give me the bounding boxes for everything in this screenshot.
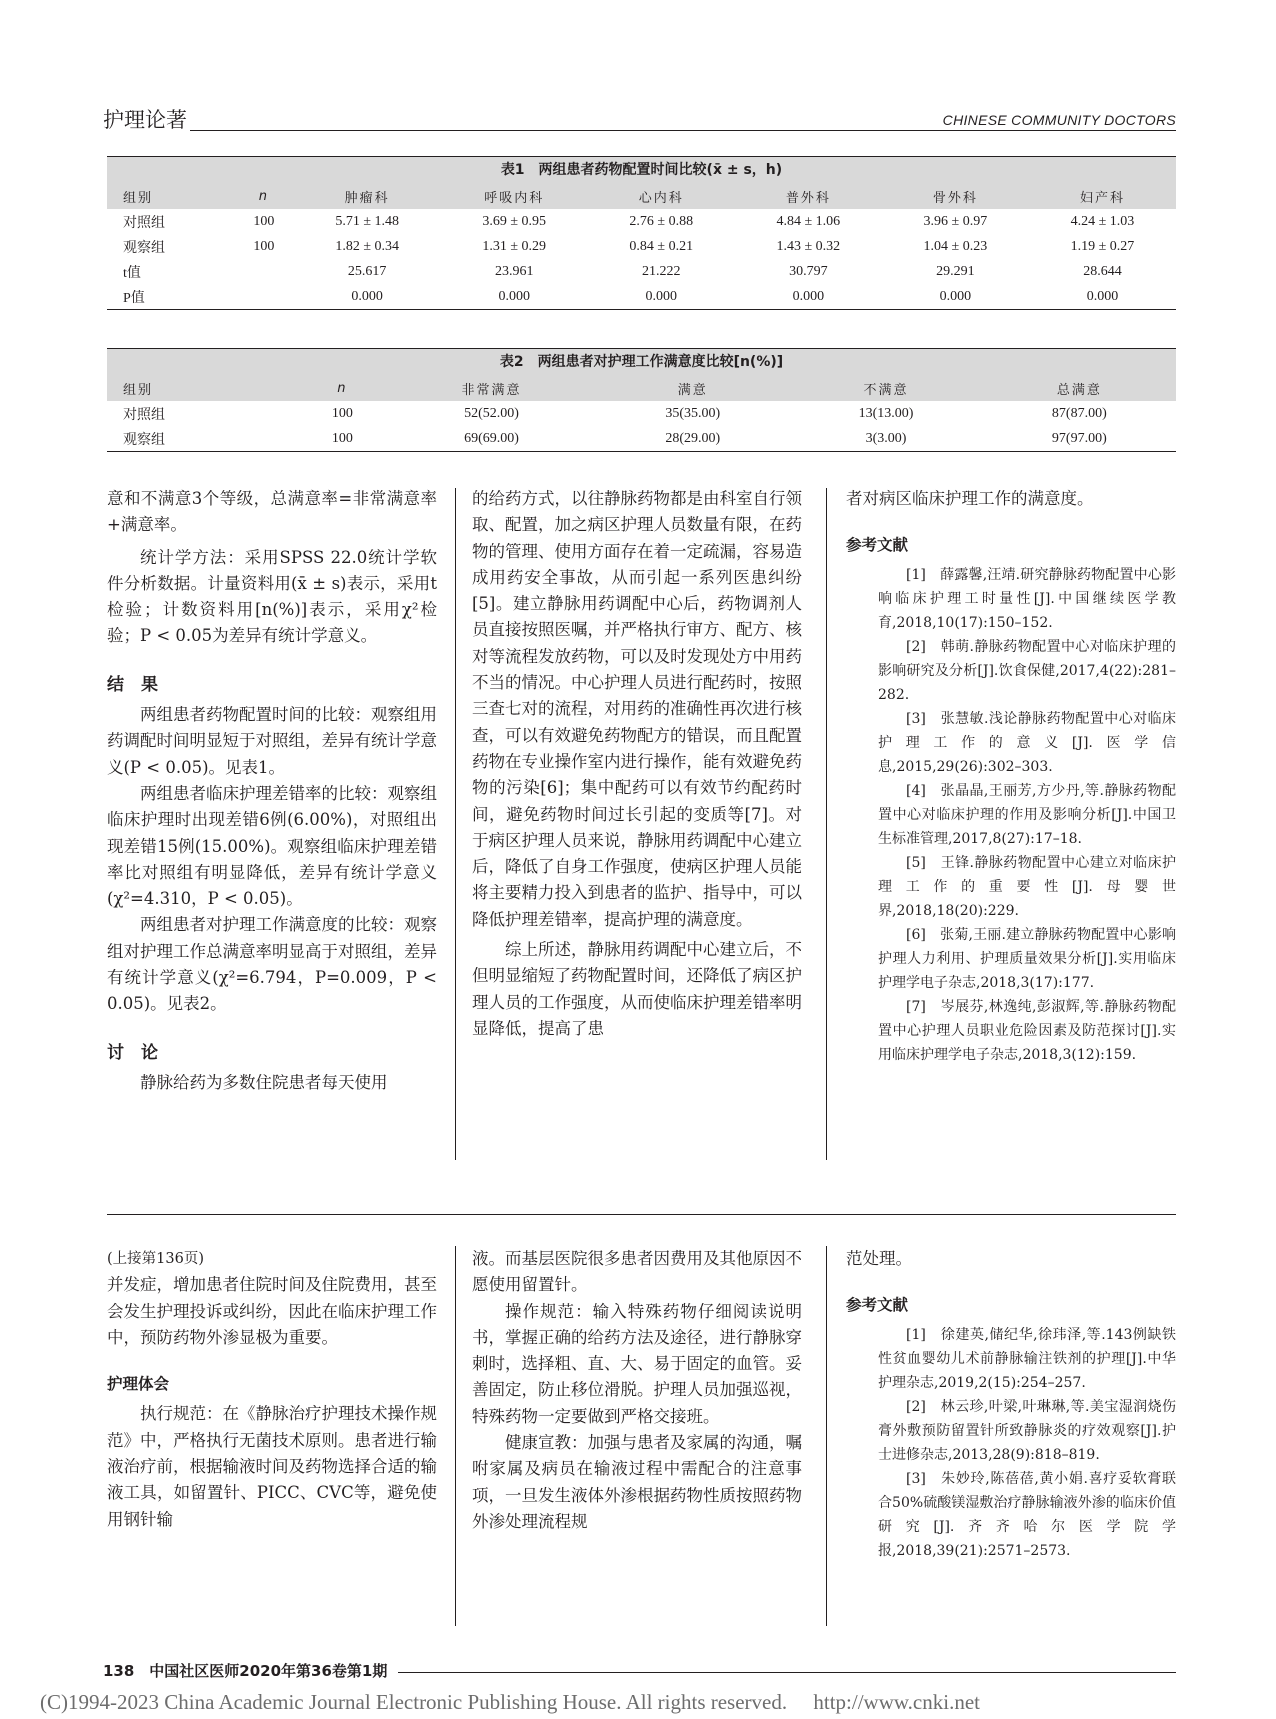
journal-name-header: CHINESE COMMUNITY DOCTORS: [942, 112, 1176, 128]
table-2-header-cell: n: [337, 381, 348, 396]
table-1-header-cell: 肿瘤科: [344, 191, 390, 206]
table-cell: 87(87.00): [1051, 405, 1107, 421]
table-cell: P值: [107, 284, 234, 310]
column-divider: [826, 1246, 827, 1626]
body-paragraph: 两组患者临床护理差错率的比较：观察组临床护理时出现差错6例(6.00%)，对照组出现差错15例(15.00%)。观察组临床护理差错率比对照组有明显降低，差异有统计学意义(χ²=4.310，P < 0.05)。: [107, 783, 437, 909]
article-separator: [107, 1214, 1176, 1215]
table-2-header-cell: 不满意: [863, 383, 909, 398]
upper-column-3: [846, 486, 1176, 1067]
body-paragraph: 健康宣教：加强与患者及家属的沟通，嘱咐家属及病员在输液过程中需配合的注意事项，一旦发生液体外渗根据药物性质按照药物外渗处理流程规: [472, 1433, 802, 1531]
table-cell: 28(29.00): [596, 426, 789, 452]
table-1-header-cell: 呼吸内科: [484, 191, 545, 206]
table-cell: 1.82 ± 0.34: [335, 238, 400, 254]
table-cell: 23.961: [494, 263, 534, 279]
table-cell: 1.04 ± 0.23: [923, 238, 988, 254]
table-2-caption: 表2 两组患者对护理工作满意度比较[n(%)]: [107, 348, 1176, 376]
column-divider: [455, 488, 456, 1160]
table-cell: 1.19 ± 0.27: [1070, 238, 1135, 254]
references-heading: 参考文献: [846, 1296, 909, 1315]
body-paragraph: 液。而基层医院很多患者因费用及其他原因不愿使用留置针。: [472, 1249, 802, 1295]
table-cell: 5.71 ± 1.48: [335, 213, 400, 229]
table-cell: 4.84 ± 1.06: [776, 213, 841, 229]
section-heading-discussion: 讨 论: [107, 1042, 158, 1063]
table-cell: 1.43 ± 0.32: [776, 238, 841, 254]
page-footer: 138 中国社区医师2020年第36卷第1期: [103, 1662, 388, 1680]
reference-item: [1] 徐建英,储纪华,徐玮泽,等.143例缺铁性贫血婴幼儿术前静脉输注铁剂的护理[J].中华护理杂志,2019,2(15):254–257.: [878, 1326, 1176, 1391]
section-heading-results: 结 果: [107, 674, 158, 695]
table-cell: 35(35.00): [665, 405, 721, 421]
body-paragraph: 的给药方式，以往静脉药物都是由科室自行领取、配置，加之病区护理人员数量有限，在药物的管理、使用方面存在着一定疏漏，容易造成用药安全事故，从而引起一系列医患纠纷[5]。建立静脉用药调配中心后，药物调剂人员直接按照医嘱，并严格执行审方、配方、核对等流程发放药物，可以及时发现处方中用药不当的情况。中心护理人员进行配药时，按照三查七对的流程，对用药的准确性再次进行核查，可以有效避免药物配方的错误，而且配置药物在专业操作室内进行操作，能有效避免药物的污染[6]；集中配药可以有效节约配药时间，避免药物时间过长引起的变质等[7]。对于病区护理人员来说，静脉用药调配中心建立后，降低了自身工作强度，使病区护理人员能将主要精力投入到患者的监护、指导中，可以降低护理差错率，提高护理的满意度。: [472, 489, 802, 929]
reference-item: [1] 薛露馨,汪靖.研究静脉药物配置中心影响临床护理工时量性[J].中国继续医学教育,2018,10(17):150–152.: [878, 566, 1176, 631]
table-cell: 30.797: [789, 263, 828, 279]
references-heading: 参考文献: [846, 536, 909, 555]
table-cell: 0.000: [441, 284, 588, 310]
table-row: [107, 234, 1176, 259]
table-row: [107, 209, 1176, 234]
table-cell: 0.000: [882, 284, 1029, 310]
table-row: [107, 401, 1176, 426]
lower-column-1: [107, 1246, 437, 1533]
reference-item: [3] 朱妙玲,陈蓓蓓,黄小娟.喜疗妥软膏联合50%硫酸镁湿敷治疗静脉输液外渗的临床价值研究[J].齐齐哈尔医学院学报,2018,39(21):2571–2573.: [878, 1470, 1176, 1559]
table-cell: 52(52.00): [464, 405, 519, 421]
table-cell: 69(69.00): [387, 426, 596, 452]
body-paragraph: 执行规范：在《静脉治疗护理技术操作规范》中，严格执行无菌技术原则。患者进行输液治疗前，根据输液时间及药物选择合适的输液工具，如留置针、PICC、CVC等，避免使用钢针输: [107, 1404, 437, 1529]
reference-item: [6] 张菊,王丽.建立静脉药物配置中心影响护理人力利用、护理质量效果分析[J].实用临床护理学电子杂志,2018,3(17):177.: [878, 926, 1176, 991]
body-paragraph: 操作规范：输入特殊药物仔细阅读说明书，掌握正确的给药方法及途径，进行静脉穿刺时，选择粗、直、大、易于固定的血管。妥善固定，防止移位滑脱。护理人员加强巡视，特殊药物一定要做到严格交接班。: [472, 1301, 802, 1426]
table-2-header-row: [107, 376, 1176, 401]
table-cell: 对照组: [123, 407, 165, 423]
table-cell: 100: [331, 405, 353, 421]
table-2: [107, 348, 1176, 452]
table-cell: 13(13.00): [858, 405, 914, 421]
table-cell: [234, 259, 293, 284]
lower-column-3: [846, 1246, 1176, 1563]
table-cell: 0.000: [294, 284, 441, 310]
table-1-header-cell: 组别: [123, 191, 154, 206]
header-rule: [190, 130, 1176, 131]
table-cell: 观察组: [107, 426, 298, 452]
table-cell: 0.000: [735, 284, 882, 310]
table-2-header-cell: 满意: [677, 383, 708, 398]
table-2-header-cell: 组别: [123, 383, 154, 398]
table-cell: 3.96 ± 0.97: [923, 213, 988, 229]
table-cell: 100: [253, 238, 275, 254]
table-cell: 0.000: [1029, 284, 1176, 310]
body-paragraph: 统计学方法：采用SPSS 22.0统计学软件分析数据。计量资料用(x̄ ± s)表示，采用t检验；计数资料用[n(%)]表示，采用χ²检验；P < 0.05为差异有统计学意义。: [107, 547, 437, 646]
journal-section-title: 护理论著: [103, 108, 187, 132]
table-2-header-cell: 总满意: [1056, 383, 1102, 398]
table-row: [107, 259, 1176, 284]
table-1-header-cell: 心内科: [638, 191, 684, 206]
table-row: [107, 284, 1176, 310]
table-cell: 97(97.00): [983, 426, 1176, 452]
table-cell: 观察组: [123, 240, 165, 256]
table-cell: 100: [253, 213, 275, 229]
footer-rule: [398, 1672, 1176, 1673]
body-paragraph: 静脉给药为多数住院患者每天使用: [140, 1072, 388, 1092]
table-cell: 100: [298, 426, 387, 452]
table-cell: 29.291: [936, 263, 975, 279]
section-heading-nursing-experience: 护理体会: [107, 1375, 170, 1394]
table-cell: 4.24 ± 1.03: [1070, 213, 1135, 229]
table-1-header-row: [107, 184, 1176, 209]
body-paragraph: 者对病区临床护理工作的满意度。: [846, 489, 1094, 508]
body-paragraph: 综上所述，静脉用药调配中心建立后，不但明显缩短了药物配置时间，还降低了病区护理人员的工作强度，从而使临床护理差错率明显降低，提高了患: [472, 940, 802, 1038]
table-cell: 3(3.00): [789, 426, 982, 452]
body-paragraph: 两组患者药物配置时间的比较：观察组用药调配时间明显短于对照组，差异有统计学意义(P < 0.05)。见表1。: [107, 705, 437, 777]
table-cell: [234, 284, 293, 310]
body-paragraph: 两组患者对护理工作满意度的比较：观察组对护理工作总满意率明显高于对照组，差异有统计学意义(χ²=6.794，P=0.009，P < 0.05)。见表2。: [107, 915, 437, 1014]
reference-item: [7] 岑展芬,林逸纯,彭淑辉,等.静脉药物配置中心护理人员职业危险因素及防范探讨[J].实用临床护理学电子杂志,2018,3(12):159.: [878, 998, 1176, 1063]
table-cell: 3.69 ± 0.95: [482, 213, 547, 229]
table-cell: 0.84 ± 0.21: [629, 238, 694, 254]
reference-item: [2] 林云珍,叶梁,叶琳琳,等.美宝湿润烧伤膏外敷预防留置针所致静脉炎的疗效观察[J].护士进修杂志,2013,28(9):818–819.: [878, 1398, 1176, 1463]
body-paragraph: 意和不满意3个等级，总满意率=非常满意率+满意率。: [107, 489, 437, 535]
table-1-header-cell: 普外科: [785, 191, 831, 206]
body-paragraph: 并发症，增加患者住院时间及住院费用，甚至会发生护理投诉或纠纷，因此在临床护理工作中，预防药物外渗显极为重要。: [107, 1275, 437, 1347]
table-1-header-cell: n: [258, 189, 270, 204]
table-cell: 25.617: [347, 263, 387, 279]
table-cell: 0.000: [588, 284, 735, 310]
reference-item: [3] 张慧敏.浅论静脉药物配置中心对临床护理工作的意义[J].医学信息,2015,29(26):302–303.: [878, 710, 1176, 775]
reference-item: [5] 王锋.静脉药物配置中心建立对临床护理工作的重要性[J].母婴世界,2018,18(20):229.: [878, 854, 1176, 919]
table-cell: 2.76 ± 0.88: [629, 213, 694, 229]
table-1-header-cell: 骨外科: [932, 191, 978, 206]
continuation-note: (上接第136页): [107, 1251, 204, 1267]
table-2-header-cell: 非常满意: [461, 383, 522, 398]
table-cell: 28.644: [1083, 263, 1122, 279]
column-divider: [826, 488, 827, 1160]
table-cell: 1.31 ± 0.29: [482, 238, 547, 254]
lower-column-2: [472, 1246, 802, 1535]
body-paragraph: 范处理。: [846, 1249, 912, 1268]
reference-item: [4] 张晶晶,王丽芳,方少丹,等.静脉药物配置中心对临床护理的作用及影响分析[J].中国卫生标准管理,2017,8(27):17–18.: [878, 782, 1176, 847]
table-cell: 21.222: [642, 263, 681, 279]
table-1-header-cell: 妇产科: [1079, 191, 1125, 206]
copyright-notice: (C)1994-2023 China Academic Journal Electronic Publishing House. All rights reserved. http://www.cnki.net: [40, 1690, 980, 1714]
column-divider: [455, 1246, 456, 1626]
table-cell: t值: [123, 265, 141, 281]
table-cell: 对照组: [123, 215, 165, 231]
table-row: [107, 426, 1176, 452]
reference-item: [2] 韩萌.静脉药物配置中心对临床护理的影响研究及分析[J].饮食保健,2017,4(22):281–282.: [878, 638, 1176, 703]
upper-column-1: [107, 486, 437, 1096]
upper-column-2: [472, 486, 802, 1042]
table-1-caption: 表1 两组患者药物配置时间比较(x̄ ± s，h): [107, 156, 1176, 184]
table-1: [107, 156, 1176, 310]
